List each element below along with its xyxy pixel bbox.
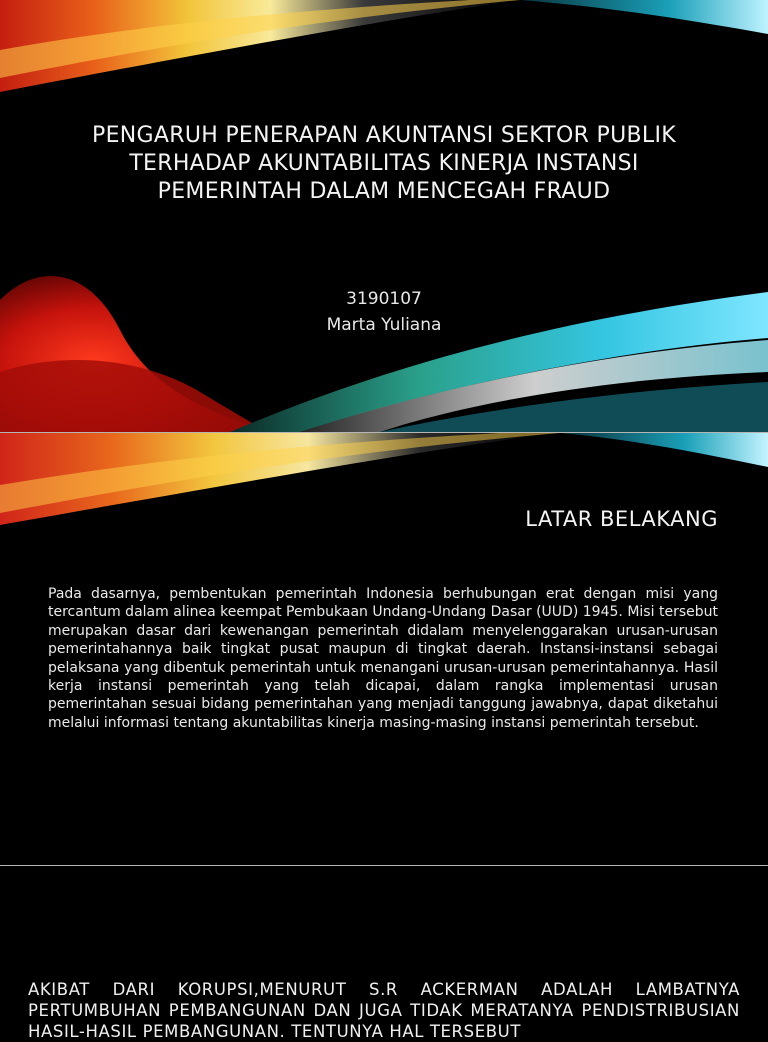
author-name: Marta Yuliana <box>326 315 442 335</box>
corruption-impact-slide <box>0 866 768 1041</box>
title-slide <box>0 0 768 432</box>
section-heading: LATAR BELAKANG <box>525 507 718 531</box>
student-id: 3190107 <box>346 289 422 309</box>
background-paragraph: Pada dasarnya, pembentukan pemerintah Indonesia berhubungan erat dengan misi yang tercantum dalam alinea keempat Pembukaan Undang-Undang Dasar (UUD) 1945. Misi tersebut merupakan dasar dari kewenangan pemerintah didalam menyelenggarakan urusan-urusan pemerintahannya baik tingkat pusat maupun di tingkat daerah. Instansi-instansi sebagai pelaksana yang dibentuk pemerintah untuk menangani urusan-urusan pemerintahannya. Hasil kerja instansi pemerintah yang telah dicapai, dalam rangka implementasi urusan pemerintahan sesuai bidang pemerintahan yang menjadi tanggung jawabnya, dapat diketahui melalui informasi tentang akuntabilitas kinerja masing-masing instansi pemerintah tersebut. <box>48 586 718 731</box>
presenter-info <box>0 286 768 338</box>
abstract-swirl-background <box>0 0 768 432</box>
background-slide <box>0 433 768 865</box>
presentation-title: PENGARUH PENERAPAN AKUNTANSI SEKTOR PUBLIK TERHADAP AKUNTABILITAS KINERJA INSTANSI PEMERINTAH DALAM MENCEGAH FRAUD <box>92 123 676 204</box>
impact-paragraph: AKIBAT DARI KORUPSI,MENURUT S.R ACKERMAN ADALAH LAMBATNYA PERTUMBUHAN PEMBANGUNAN DAN JUGA TIDAK MERATANYA PENDISTRIBUSIAN HASIL-HASIL PEMBANGUNAN. TENTUNYA HAL TERSEBUT <box>28 979 740 1041</box>
